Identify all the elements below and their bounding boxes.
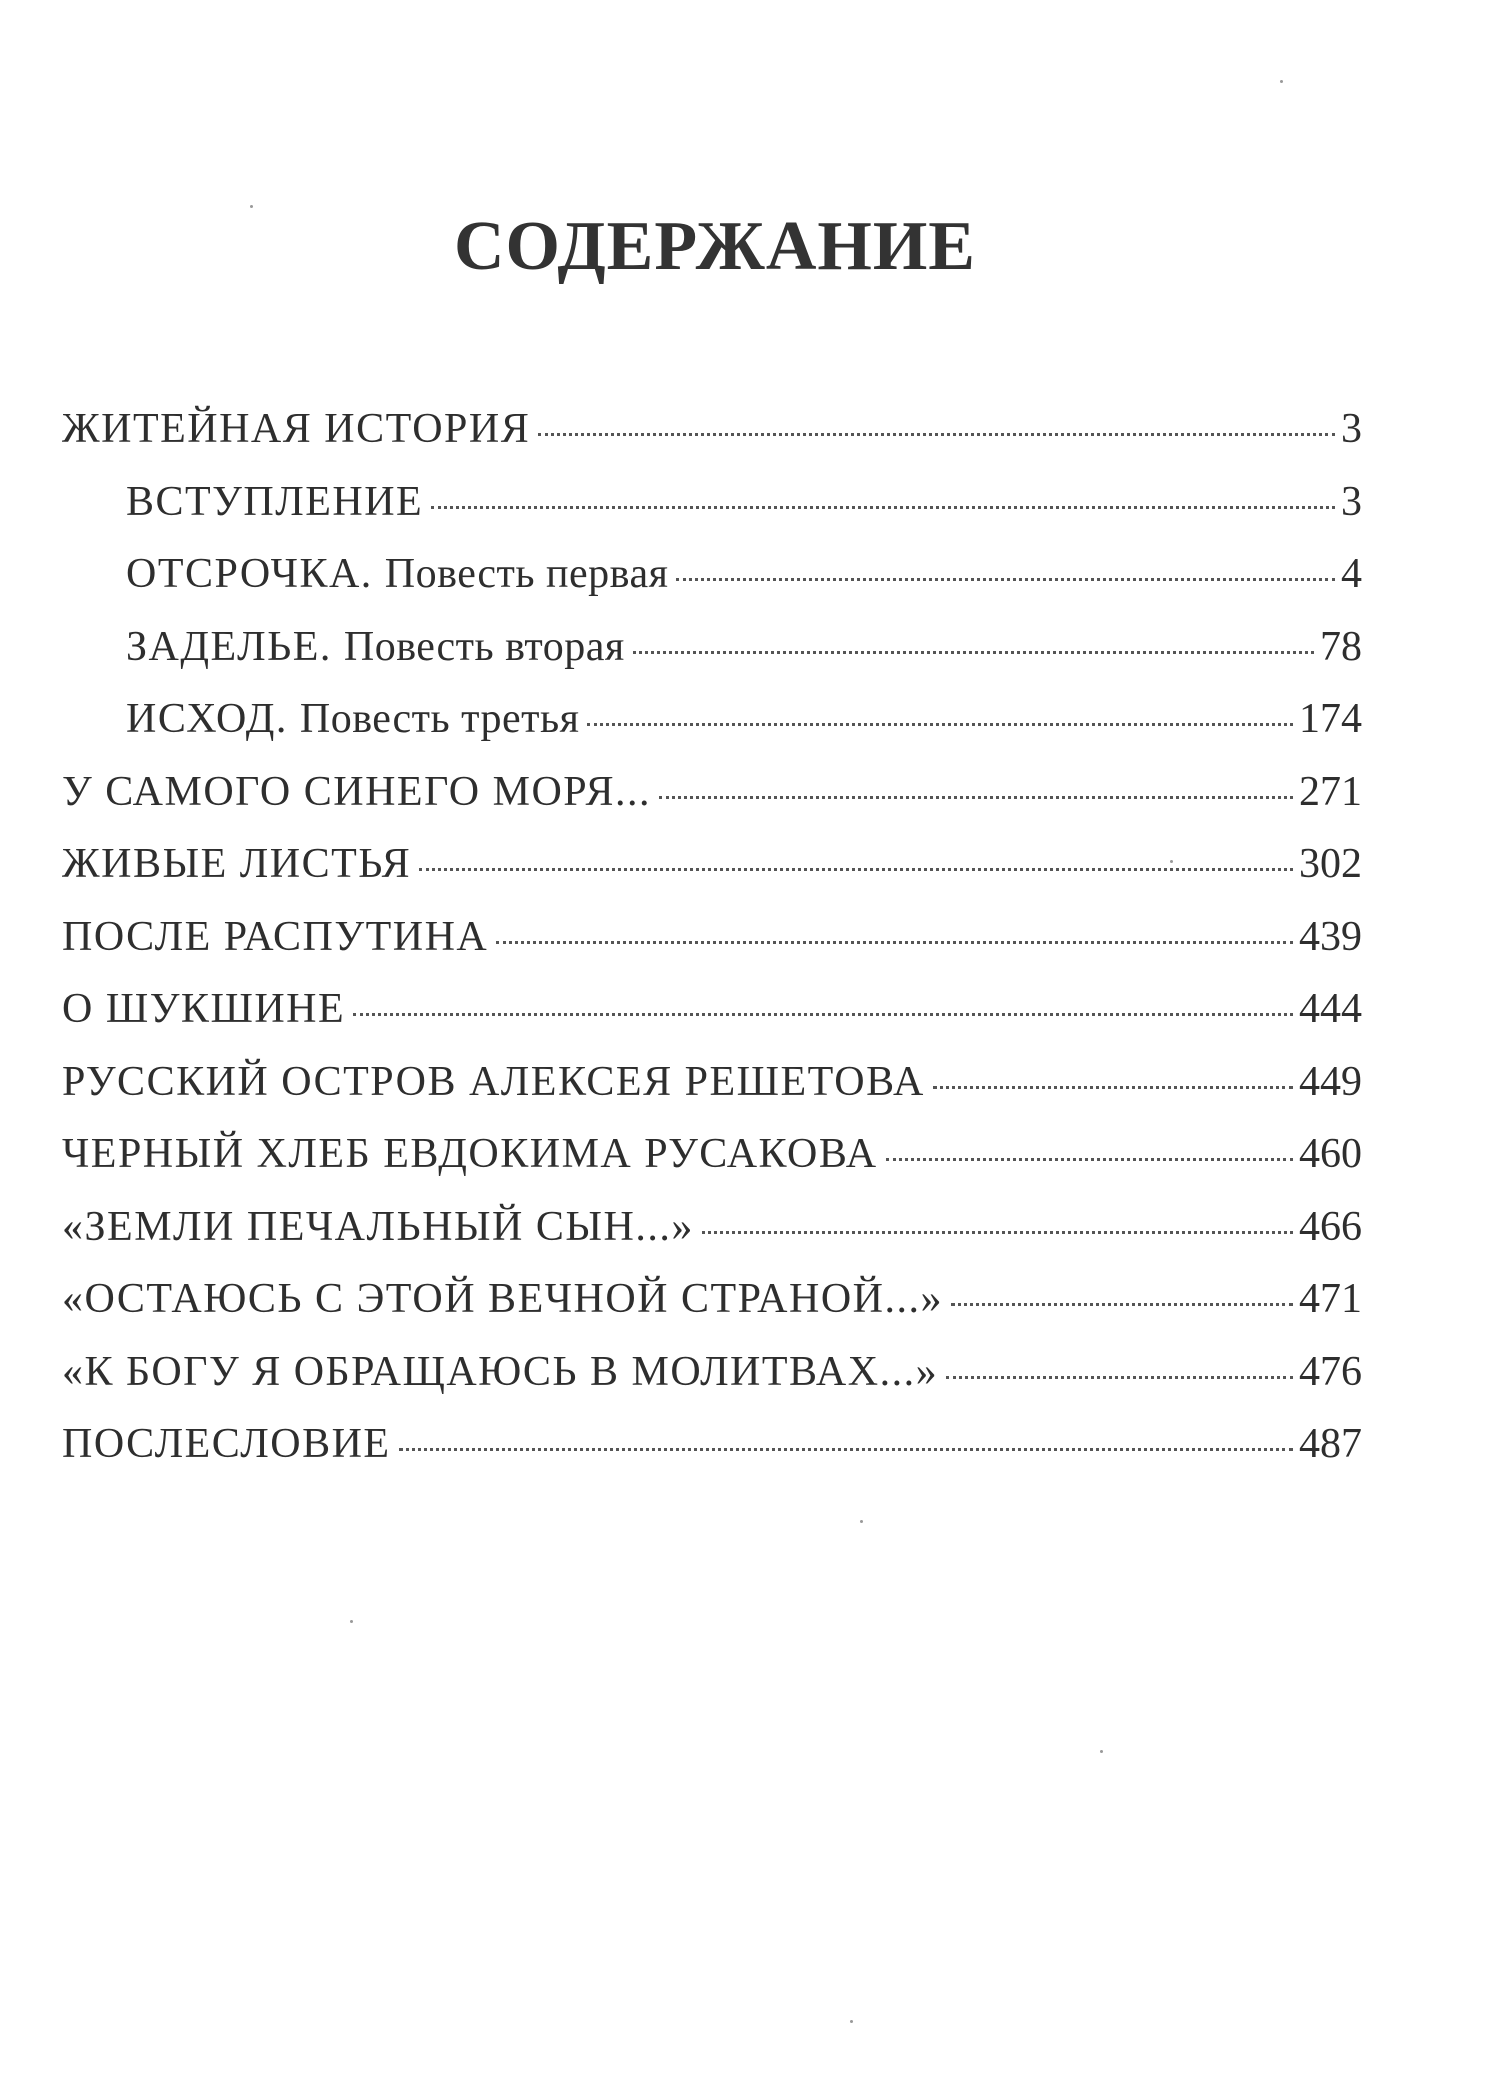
toc-entry[interactable] — [62, 695, 1362, 768]
dot-leader — [353, 1013, 1293, 1016]
scan-speck — [1280, 80, 1283, 83]
toc-entry-title: ЧЕРНЫЙ ХЛЕБ ЕВДОКИМА РУСАКОВА — [62, 1131, 878, 1177]
toc-entry-subtitle: Повесть вторая — [343, 623, 625, 670]
scan-speck — [1170, 860, 1173, 863]
toc-entry-subtitle: Повесть первая — [384, 551, 669, 597]
scan-speck — [350, 1620, 353, 1623]
toc-entry[interactable] — [62, 768, 1362, 841]
toc-entry-page: 466 — [1299, 1203, 1362, 1250]
toc-entry[interactable] — [62, 1203, 1362, 1276]
toc-entry[interactable] — [62, 1130, 1362, 1203]
toc-entry-title: У САМОГО СИНЕГО МОРЯ... — [62, 768, 652, 815]
toc-entry[interactable] — [62, 1275, 1362, 1348]
toc-entry-title: ЖИВЫЕ ЛИСТЬЯ — [62, 841, 412, 887]
toc-entry-page: 439 — [1299, 913, 1362, 960]
toc-entry[interactable] — [62, 623, 1362, 696]
toc-entry-page: 174 — [1299, 696, 1362, 742]
toc-entry-title: ЖИТЕЙНАЯ ИСТОРИЯ — [62, 406, 531, 452]
dot-leader — [399, 1448, 1293, 1451]
toc-entry-page: 4 — [1341, 551, 1362, 597]
toc-entry-page: 302 — [1299, 841, 1362, 887]
dot-leader — [587, 723, 1293, 726]
toc-entry-title: О ШУКШИНЕ — [62, 986, 346, 1032]
toc-entry-title: «ЗЕМЛИ ПЕЧАЛЬНЫЙ СЫН...» — [62, 1203, 694, 1250]
table-of-contents — [62, 405, 1362, 1493]
dot-leader — [633, 651, 1314, 654]
toc-entry-page: 3 — [1341, 406, 1362, 452]
toc-entry-page: 444 — [1299, 986, 1362, 1032]
toc-entry-page: 487 — [1299, 1421, 1362, 1467]
toc-entry-title: ИСХОД. Повесть третья — [126, 696, 580, 742]
toc-entry[interactable] — [62, 1058, 1362, 1131]
toc-entry-title: ВСТУПЛЕНИЕ — [126, 478, 424, 525]
toc-entry[interactable] — [62, 913, 1362, 986]
dot-leader — [431, 506, 1335, 509]
toc-entry[interactable] — [62, 550, 1362, 623]
toc-entry[interactable] — [62, 478, 1362, 551]
toc-entry-title: «ОСТАЮСЬ С ЭТОЙ ВЕЧНОЙ СТРАНОЙ...» — [62, 1276, 943, 1322]
dot-leader — [946, 1376, 1293, 1379]
dot-leader — [419, 868, 1293, 871]
toc-entry-page: 78 — [1320, 623, 1362, 670]
toc-entry[interactable] — [62, 1348, 1362, 1421]
dot-leader — [933, 1086, 1293, 1089]
toc-entry-title: РУССКИЙ ОСТРОВ АЛЕКСЕЯ РЕШЕТОВА — [62, 1058, 925, 1105]
dot-leader — [886, 1158, 1293, 1161]
dot-leader — [659, 796, 1293, 799]
toc-entry-page: 476 — [1299, 1348, 1362, 1395]
toc-entry-title: ОТСРОЧКА. Повесть первая — [126, 551, 669, 597]
toc-entry-page: 460 — [1299, 1131, 1362, 1177]
toc-entry-page: 271 — [1299, 768, 1362, 815]
toc-entry-page: 449 — [1299, 1058, 1362, 1105]
scan-speck — [860, 1520, 863, 1523]
dot-leader — [951, 1303, 1293, 1306]
scan-speck — [1100, 1750, 1103, 1753]
scan-speck — [250, 205, 253, 208]
toc-entry[interactable] — [62, 1420, 1362, 1493]
toc-entry[interactable] — [62, 985, 1362, 1058]
dot-leader — [676, 578, 1335, 581]
toc-entry[interactable] — [62, 405, 1362, 478]
toc-entry-title: ПОСЛЕСЛОВИЕ — [62, 1421, 391, 1467]
toc-entry-subtitle: Повесть третья — [299, 696, 580, 742]
dot-leader — [496, 941, 1293, 944]
dot-leader — [538, 433, 1335, 436]
toc-entry-title: «К БОГУ Я ОБРАЩАЮСЬ В МОЛИТВАХ...» — [62, 1348, 939, 1395]
toc-entry-title: ЗАДЕЛЬЕ. Повесть вторая — [126, 623, 625, 670]
scan-speck — [850, 2020, 853, 2023]
toc-entry[interactable] — [62, 840, 1362, 913]
dot-leader — [702, 1231, 1293, 1234]
toc-entry-page: 471 — [1299, 1276, 1362, 1322]
toc-entry-title: ПОСЛЕ РАСПУТИНА — [62, 913, 489, 960]
page-title: СОДЕРЖАНИЕ — [453, 207, 976, 285]
toc-entry-page: 3 — [1341, 478, 1362, 525]
